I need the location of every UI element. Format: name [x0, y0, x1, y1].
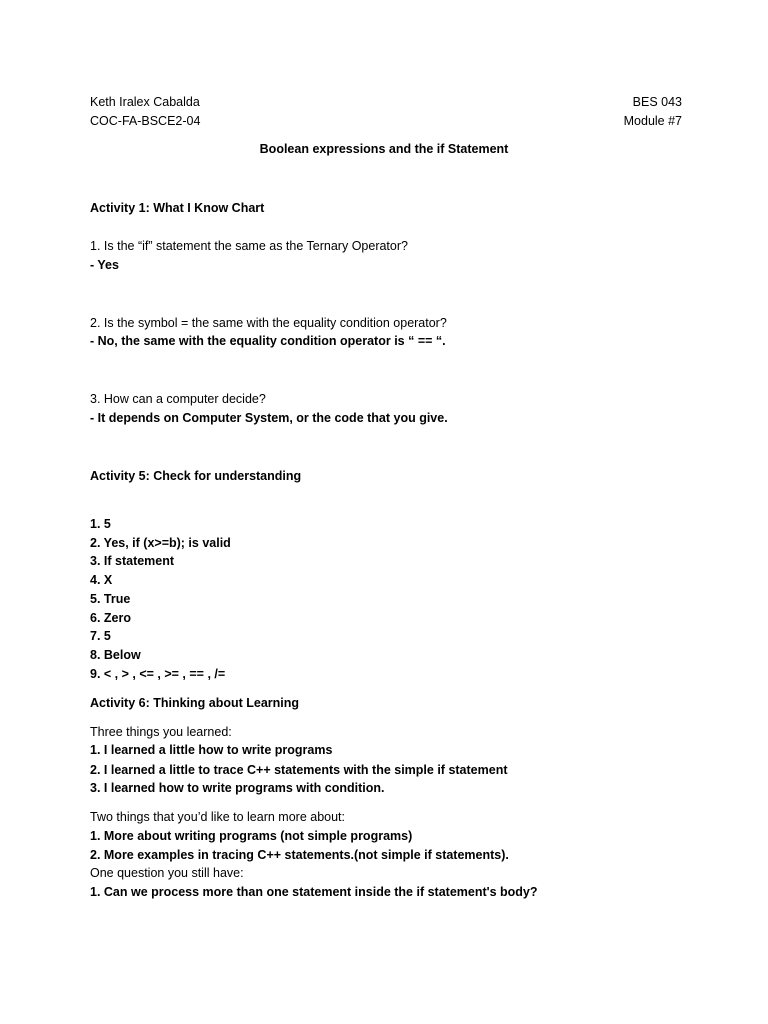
activity5-answer: 7. 5 [90, 629, 111, 643]
activity5-answer: 4. X [90, 573, 113, 587]
activity6-heading: Activity 6: Thinking about Learning [90, 696, 300, 710]
course-code: BES 043 [632, 95, 682, 109]
activity5-answer: 5. True [90, 592, 131, 606]
activity1-question-2: 2. Is the symbol = the same with the equality condition operator? [90, 316, 447, 330]
student-name: Keth Iralex Cabalda [90, 95, 200, 109]
two-things-item: 1. More about writing programs (not simple programs) [90, 829, 413, 843]
activity5-answer: 6. Zero [90, 611, 131, 625]
two-things-label: Two things that you’d like to learn more about: [90, 810, 346, 824]
activity1-question-3: 3. How can a computer decide? [90, 392, 266, 406]
document-title: Boolean expressions and the if Statement [259, 142, 509, 156]
activity5-answer: 9. < , > , <= , >= , == , /= [90, 667, 226, 681]
three-things-item: 2. I learned a little to trace C++ statements with the simple if statement [90, 763, 508, 777]
activity5-answer: 3. If statement [90, 554, 175, 568]
activity1-answer-2: - No, the same with the equality condition operator is “ == “. [90, 334, 446, 348]
activity1-answer-3: - It depends on Computer System, or the code that you give. [90, 411, 448, 425]
activity1-answer-1: - Yes [90, 258, 119, 272]
activity1-question-1: 1. Is the “if” statement the same as the Ternary Operator? [90, 239, 408, 253]
two-things-item: 2. More examples in tracing C++ statements.(not simple if statements). [90, 848, 509, 862]
student-section: COC-FA-BSCE2-04 [90, 114, 201, 128]
activity5-answer: 1. 5 [90, 517, 111, 531]
activity5-heading: Activity 5: Check for understanding [90, 469, 302, 483]
three-things-item: 3. I learned how to write programs with condition. [90, 781, 385, 795]
activity1-heading: Activity 1: What I Know Chart [90, 201, 265, 215]
module-number: Module #7 [623, 114, 682, 128]
activity5-answer: 2. Yes, if (x>=b); is valid [90, 536, 231, 550]
three-things-item: 1. I learned a little how to write programs [90, 743, 333, 757]
question-label: One question you still have: [90, 866, 244, 880]
activity5-answer: 8. Below [90, 648, 141, 662]
three-things-label: Three things you learned: [90, 725, 232, 739]
remaining-question: 1. Can we process more than one statement inside the if statement's body? [90, 885, 538, 899]
